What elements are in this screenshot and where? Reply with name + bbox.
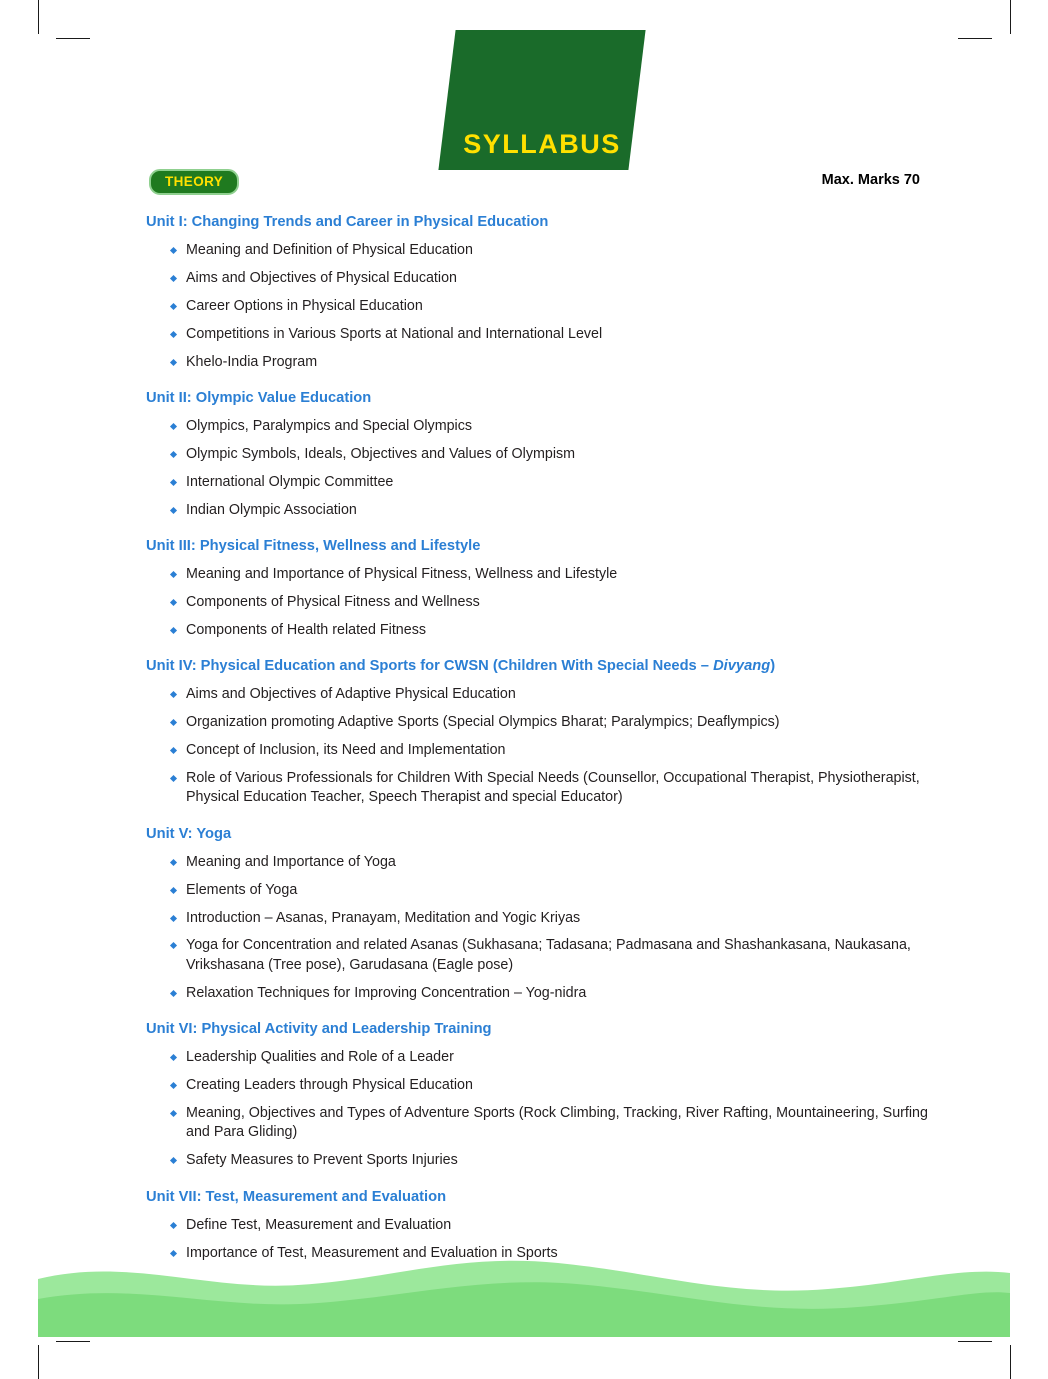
- unit-title: Unit IV: Physical Education and Sports for CWSN (Children With Special Needs – Divyang): [146, 658, 776, 675]
- unit-block: [146, 657, 936, 808]
- crop-mark-top-left-vertical: [38, 0, 39, 34]
- list-item: Aims and Objectives of Adaptive Physical Education: [146, 685, 936, 704]
- list-item: International Olympic Committee: [146, 473, 936, 492]
- unit-title: Unit III: Physical Fitness, Wellness and Lifestyle: [146, 538, 481, 555]
- crop-mark-bottom-right-vertical: [1010, 1345, 1011, 1379]
- unit-point-list: [146, 417, 936, 520]
- unit-block: [146, 825, 936, 1003]
- status-badge-theory: THEORY: [149, 169, 239, 195]
- list-item: Competitions in Various Sports at National and International Level: [146, 325, 936, 344]
- list-item: Meaning, Objectives and Types of Adventure Sports (Rock Climbing, Tracking, River Rafting, Mountaineering, Surfing and Para Gliding): [146, 1104, 936, 1143]
- syllabus-banner: [447, 30, 637, 170]
- syllabus-content: [146, 213, 936, 1263]
- unit-title: Unit VI: Physical Activity and Leadership Training: [146, 1021, 492, 1038]
- crop-mark-top-right-horizontal: [958, 38, 992, 39]
- crop-mark-top-left-horizontal: [56, 38, 90, 39]
- list-item: Components of Physical Fitness and Wellness: [146, 593, 936, 612]
- unit-point-list: [146, 241, 936, 372]
- unit-point-list: [146, 565, 936, 640]
- list-item: Role of Various Professionals for Children With Special Needs (Counsellor, Occupational Therapist, Physiotherapist, Physical Education Teacher, Speech Therapist and special Educator): [146, 769, 936, 808]
- unit-title: Unit II: Olympic Value Education: [146, 390, 372, 407]
- crop-mark-bottom-left-vertical: [38, 1345, 39, 1379]
- crop-mark-bottom-left-horizontal: [56, 1341, 90, 1342]
- list-item: Leadership Qualities and Role of a Leader: [146, 1048, 936, 1067]
- unit-title-emphasis: Divyang: [713, 658, 771, 675]
- list-item: Define Test, Measurement and Evaluation: [146, 1216, 936, 1235]
- list-item: Indian Olympic Association: [146, 501, 936, 520]
- unit-block: [146, 389, 936, 520]
- crop-mark-top-right-vertical: [1010, 0, 1011, 34]
- list-item: Olympic Symbols, Ideals, Objectives and Values of Olympism: [146, 445, 936, 464]
- unit-title: Unit V: Yoga: [146, 825, 232, 842]
- unit-title: Unit I: Changing Trends and Career in Physical Education: [146, 214, 549, 230]
- footer-wave-decoration: [38, 1245, 1010, 1337]
- page-title: SYLLABUS: [463, 129, 621, 159]
- list-item: Khelo-India Program: [146, 353, 936, 372]
- list-item: Components of Health related Fitness: [146, 621, 936, 640]
- unit-block: [146, 537, 936, 640]
- list-item: Safety Measures to Prevent Sports Injuries: [146, 1151, 936, 1170]
- unit-block: [146, 213, 936, 372]
- unit-point-list: [146, 1048, 936, 1171]
- list-item: Yoga for Concentration and related Asanas (Sukhasana; Tadasana; Padmasana and Shashankasana, Naukasana, Vrikshasana (Tree pose), Garudasana (Eagle pose): [146, 936, 936, 975]
- list-item: Creating Leaders through Physical Education: [146, 1076, 936, 1095]
- list-item: Meaning and Importance of Physical Fitness, Wellness and Lifestyle: [146, 565, 936, 584]
- list-item: Organization promoting Adaptive Sports (Special Olympics Bharat; Paralympics; Deaflympics): [146, 713, 936, 732]
- list-item: Relaxation Techniques for Improving Concentration – Yog-nidra: [146, 984, 936, 1003]
- max-marks-label: Max. Marks 70: [821, 172, 920, 188]
- list-item: Olympics, Paralympics and Special Olympics: [146, 417, 936, 436]
- list-item: Elements of Yoga: [146, 881, 936, 900]
- list-item: Introduction – Asanas, Pranayam, Meditation and Yogic Kriyas: [146, 909, 936, 928]
- unit-block: [146, 1020, 936, 1171]
- unit-point-list: [146, 853, 936, 1004]
- list-item: Meaning and Definition of Physical Education: [146, 241, 936, 260]
- list-item: Concept of Inclusion, its Need and Implementation: [146, 741, 936, 760]
- crop-mark-bottom-right-horizontal: [958, 1341, 992, 1342]
- list-item: Meaning and Importance of Yoga: [146, 853, 936, 872]
- unit-title: Unit VII: Test, Measurement and Evaluation: [146, 1188, 447, 1205]
- unit-point-list: [146, 685, 936, 808]
- list-item: Aims and Objectives of Physical Education: [146, 269, 936, 288]
- list-item: Career Options in Physical Education: [146, 297, 936, 316]
- list-item: Importance of Test, Measurement and Evaluation in Sports: [146, 1244, 936, 1263]
